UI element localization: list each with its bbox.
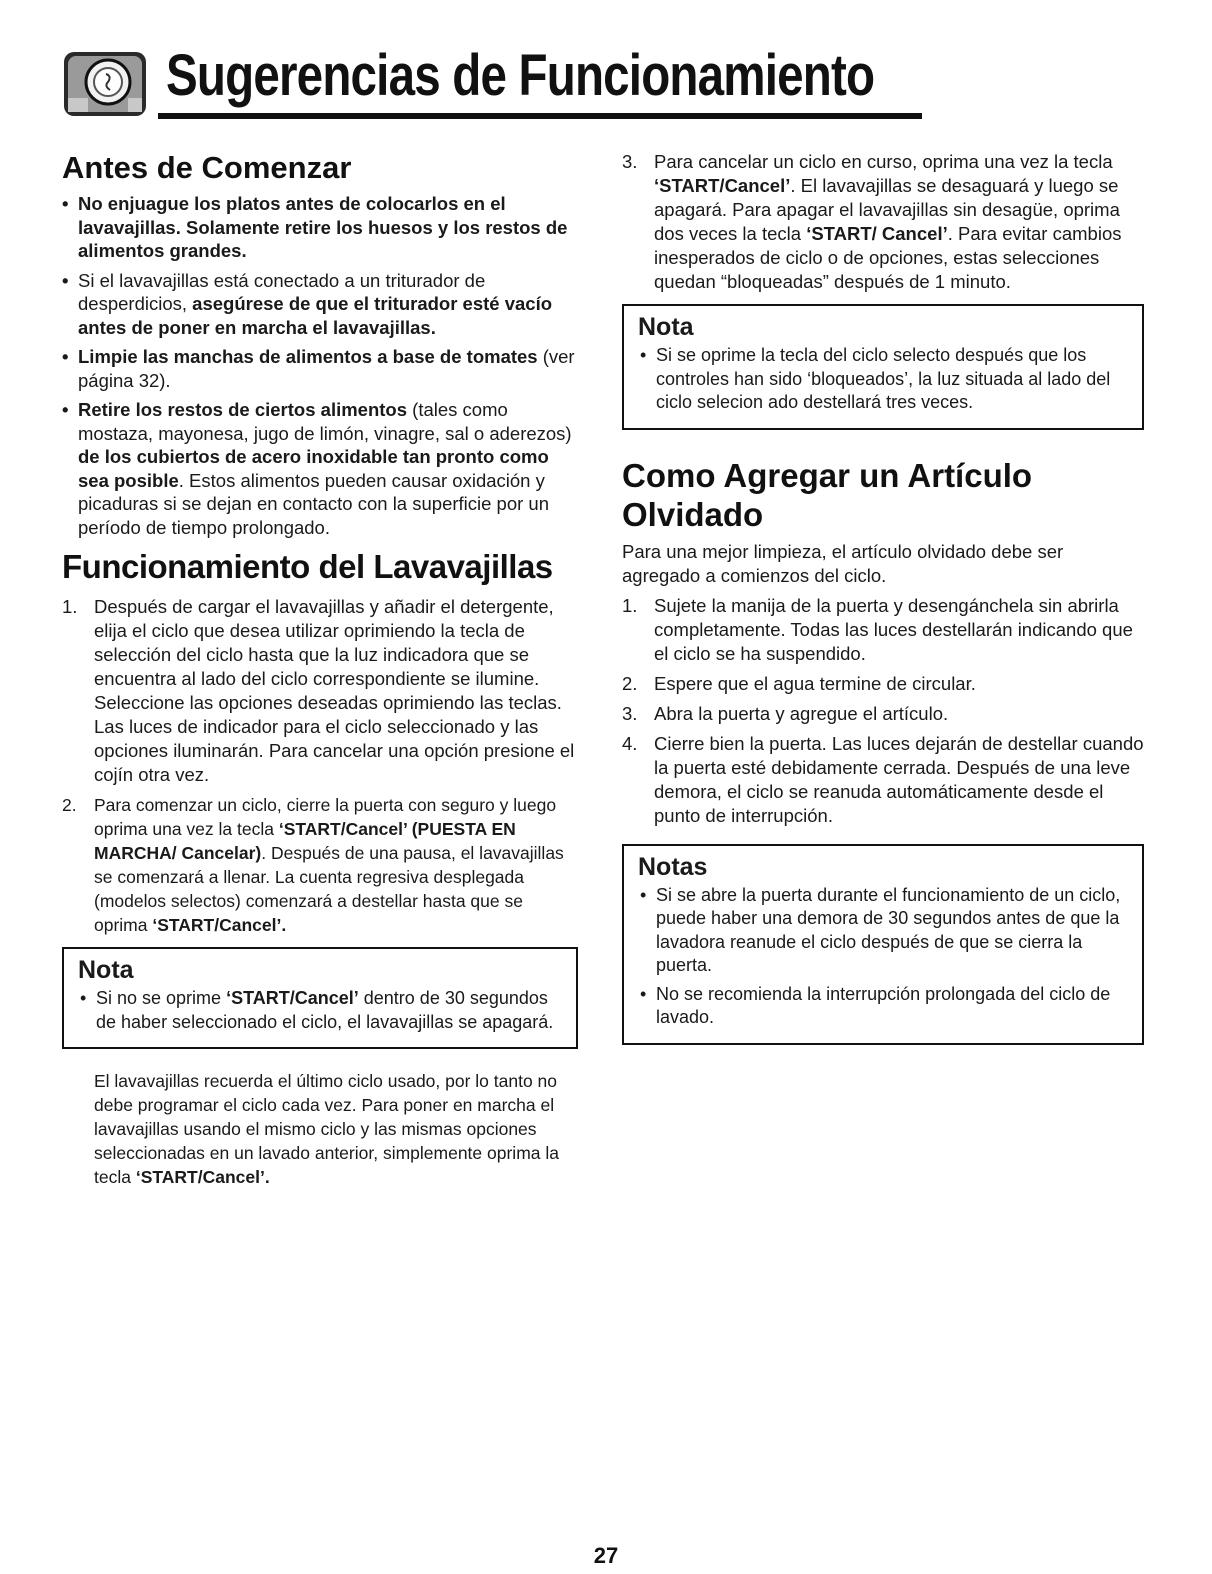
como-heading: Como Agregar un Artículo Olvidado <box>622 456 1033 533</box>
como-note-2-text: No se recomienda la interrupción prolongada del ciclo de lavado. <box>656 983 1111 1027</box>
func-note-text-a: Si no se oprime <box>96 988 227 1008</box>
antes-bullet-2 <box>62 269 578 340</box>
como-step-4 <box>622 732 1144 828</box>
right-column <box>622 150 1144 1055</box>
antes-b3-bold: Limpie las manchas de alimentos a base de tomates <box>78 346 538 367</box>
como-step-4-text: Cierre bien la puerta. Las luces dejarán de destellar cuando la puerta esté debidamente cerrada. Después de una leve demora, el ciclo se reanuda automáticamente desde el punto de interrupción. <box>654 732 1144 826</box>
step-number: 2. <box>622 672 638 694</box>
func-step-2 <box>62 793 578 937</box>
func-para-text: El lavavajillas recuerda el último ciclo usado, por lo tanto no debe programar el ciclo cada vez. Para poner en marcha el lavavajillas usando el mismo ciclo y las mismas opciones seleccionadas en un lavado anterior, simplemente oprima la tecla <box>94 1071 559 1187</box>
como-note-item-2 <box>638 983 1130 1030</box>
antes-b4-text-a: (tales como mostaza, mayonesa, jugo de limón, vinagre, sal o aderezos) <box>78 399 572 444</box>
bullet-mark: • <box>62 399 69 420</box>
step-number: 4. <box>622 732 638 754</box>
func-memory-paragraph <box>62 1069 578 1189</box>
bullet-mark: • <box>62 193 69 214</box>
como-notes-box <box>622 844 1144 1045</box>
bullet-mark: • <box>640 345 647 365</box>
page-number: 27 <box>593 1543 619 1568</box>
antes-bullet-1 <box>62 192 578 263</box>
antes-bullet-3 <box>62 345 578 392</box>
antes-b2-bold: asegúrese de que el triturador esté vacío antes de poner en marcha el lavavajillas. <box>78 293 553 338</box>
antes-b4-text-b: . Estos alimentos pueden causar oxidación y picaduras si se dejan en contacto con la superficie por un período de tiempo prolongado. <box>78 469 550 538</box>
func-step-2-text-b: . Después de una pausa, el lavavajillas se comenzará a llenar. La cuenta regresiva desplegada (modelos selectos) comenzará a destellar hasta que se oprima <box>94 843 564 935</box>
func-note-bold: ‘START/Cancel’ <box>226 988 359 1008</box>
lock-note-box <box>622 304 1144 430</box>
antes-b1-bold: No enjuague los platos antes de colocarlos en el lavavajillas. Solamente retire los huesos y los restos de alimentos grandes. <box>78 193 568 261</box>
como-step-1-text: Sujete la manija de la puerta y desengánchela sin abrirla completamente. Todas las luces destellarán indicando que el ciclo se ha suspendido. <box>654 594 1133 664</box>
antes-b3-text: (ver página 32). <box>78 346 575 391</box>
func-note-title: Nota <box>78 956 134 984</box>
step-number: 3. <box>622 151 638 172</box>
func-step-2-bold2: ‘START/Cancel’. <box>152 915 287 935</box>
como-note-1-text: Si se abre la puerta durante el funcionamiento de un ciclo, puede haber una demora de 30 segundos antes de que la lavadora reanude el ciclo después de que se cierra la puerta. <box>656 884 1121 975</box>
bullet-mark: • <box>80 988 87 1008</box>
como-step-3-text: Abra la puerta y agregue el artículo. <box>654 702 949 724</box>
step-number: 1. <box>62 596 78 617</box>
antes-b4-bold1: Retire los restos de ciertos alimentos <box>78 399 408 420</box>
como-step-3 <box>622 702 1144 726</box>
func-note-text-b: dentro de 30 segundos de haber seleccionado el ciclo, el lavavajillas se apagará. <box>96 988 554 1032</box>
dishwasher-control-icon <box>62 48 148 120</box>
page-header <box>62 38 875 128</box>
func-step-1 <box>62 595 578 787</box>
func-step-3-bold1: ‘START/Cancel’ <box>654 175 791 196</box>
lock-note-title: Nota <box>638 313 694 341</box>
antes-b4-bold2: de los cubiertos de acero inoxidable tan pronto como sea posible <box>78 446 549 491</box>
como-note-item-1 <box>638 884 1130 978</box>
como-step-2-text: Espere que el agua termine de circular. <box>654 672 976 694</box>
func-step-3-text-c: . Para evitar cambios inesperados de ciclo o de opciones, estas selecciones quedan “bloqueadas” después de 1 minuto. <box>654 223 1122 292</box>
step-number: 1. <box>622 594 638 616</box>
bullet-mark: • <box>62 346 69 367</box>
title-rule <box>158 113 922 119</box>
como-step-2 <box>622 672 1144 696</box>
func-para-bold: ‘START/Cancel’. <box>135 1167 270 1187</box>
bullet-mark: • <box>62 269 69 291</box>
antes-b2-text: Si el lavavajillas está conectado a un triturador de desperdicios, <box>78 269 486 314</box>
antes-bullet-4 <box>62 398 578 539</box>
func-step-1-text: Después de cargar el lavavajillas y añadir el detergente, elija el ciclo que desea utilizar oprimiendo la tecla de selección del ciclo hasta que la luz indicadora que se encuentra al lado del ciclo correspondiente se ilumine. Seleccione las opciones deseadas oprimiendo las teclas. Las luces de indicador para el ciclo seleccionado y las opciones iluminarán. Para cancelar una opción presione el cojín otra vez. <box>94 596 575 785</box>
func-note-box <box>62 947 578 1049</box>
func-step-3-text-a: Para cancelar un ciclo en curso, oprima una vez la tecla <box>654 151 1113 172</box>
func-step-2-bold1: ‘START/Cancel’ (PUESTA EN MARCHA/ Cancelar) <box>94 819 516 863</box>
como-intro: Para una mejor limpieza, el artículo olvidado debe ser agregado a comienzos del ciclo. <box>622 540 1064 586</box>
como-notes-title: Notas <box>638 852 708 881</box>
lock-note-text: Si se oprime la tecla del ciclo selecto después que los controles han sido ‘bloqueados’, la luz situada al lado del ciclo selecion ado destellará tres veces. <box>656 345 1111 412</box>
func-step-3-bold2: ‘START/ Cancel’ <box>806 223 948 244</box>
func-step-3-text-b: . El lavavajillas se desaguará y luego se apagará. Para apagar el lavavajillas sin desagüe, oprima dos veces la tecla <box>654 175 1120 244</box>
bullet-mark: • <box>640 983 647 1004</box>
func-step-3 <box>622 150 1144 294</box>
lock-note-item <box>638 344 1130 415</box>
func-note-item <box>78 987 564 1034</box>
left-column <box>62 150 578 1189</box>
page-title: Sugerencias de Funcionamiento <box>166 43 875 108</box>
bullet-mark: • <box>640 884 647 905</box>
step-number: 2. <box>62 795 77 815</box>
func-heading: Funcionamiento del Lavavajillas <box>62 548 553 585</box>
func-step-2-text-a: Para comenzar un ciclo, cierre la puerta con seguro y luego oprima una vez la tecla <box>94 795 557 839</box>
step-number: 3. <box>622 702 638 724</box>
como-step-1 <box>622 594 1144 666</box>
antes-heading: Antes de Comenzar <box>62 150 352 185</box>
